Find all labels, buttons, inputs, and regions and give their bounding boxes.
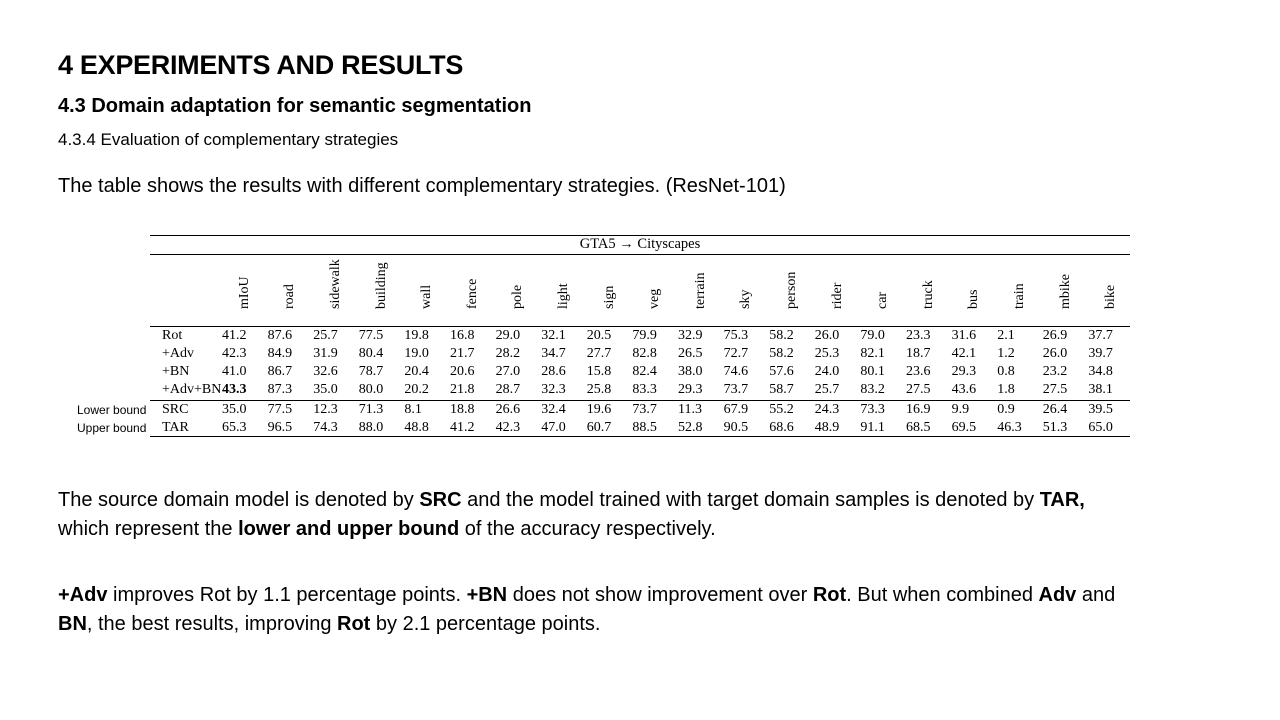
column-header-label: pole	[510, 284, 526, 309]
table-cell: 91.1	[860, 420, 885, 435]
table-cell: 73.7	[723, 382, 749, 397]
table-cell: 28.2	[495, 346, 521, 361]
table-cell: 88.0	[358, 420, 384, 435]
table-cell: 19.0	[404, 346, 429, 361]
column-header	[1043, 257, 1089, 327]
table-cell: 47.0	[541, 420, 566, 435]
table-cell: 39.5	[1088, 402, 1113, 417]
table-cell: 28.6	[541, 364, 566, 379]
table-cell: 41.2	[450, 420, 475, 435]
para2-text-2: does not show improvement over	[507, 584, 813, 606]
para1-text-3: which represent the	[58, 518, 239, 540]
table-cell: 16.8	[450, 328, 475, 343]
table-cell: 35.0	[313, 382, 338, 397]
table-cell: 11.3	[678, 402, 702, 417]
table-cell: 20.2	[404, 382, 429, 397]
table-cell: 51.3	[1042, 420, 1068, 435]
table-cell: 73.7	[632, 402, 657, 417]
table-cell: 23.2	[1042, 364, 1068, 379]
column-header	[906, 257, 952, 327]
table-cell: 71.3	[358, 402, 384, 417]
table-cell: 75.3	[723, 328, 749, 343]
table-cell: 32.1	[541, 328, 566, 343]
table-cell: 31.6	[951, 328, 977, 343]
para2-text-3: . But when combined	[846, 584, 1039, 606]
column-header	[632, 257, 678, 327]
table-cell: 20.4	[404, 364, 429, 379]
table-cell: 8.1	[404, 402, 422, 417]
row-label: TAR	[162, 420, 189, 435]
slide-subsubheading: 4.3.4 Evaluation of complementary strategies	[58, 130, 399, 149]
table-cell: 32.9	[678, 328, 703, 343]
table-cell: 29.3	[678, 382, 703, 397]
caption-rule	[150, 254, 1130, 255]
table-cell: 77.5	[267, 402, 293, 417]
table-cell: 80.1	[860, 364, 885, 379]
column-header	[587, 257, 633, 327]
table-cell: 68.5	[906, 420, 931, 435]
column-header-label: rider	[829, 282, 845, 309]
table-cell: 82.8	[632, 346, 657, 361]
para1-text-2: and the model trained with target domain samples is denoted by	[461, 489, 1040, 511]
intro-text: The table shows the results with different complementary strategies. (ResNet-101)	[58, 175, 786, 197]
table-cell: 82.1	[860, 346, 885, 361]
table-cell: 29.0	[495, 328, 521, 343]
table-cell: 83.2	[860, 382, 885, 397]
table-cell: 12.3	[313, 402, 338, 417]
table-cell: 26.6	[495, 402, 521, 417]
table-cell: 48.9	[814, 420, 840, 435]
table-cell: 25.8	[586, 382, 612, 397]
column-header	[496, 257, 542, 327]
bound-label: Lower bound	[77, 403, 147, 417]
column-header-label: truck	[920, 280, 936, 309]
table-cell: 28.7	[495, 382, 521, 397]
table-cell: 21.8	[450, 382, 475, 397]
table-cell: 2.1	[997, 328, 1015, 343]
table-cell: 80.4	[358, 346, 384, 361]
column-header	[268, 257, 314, 327]
table-cell: 31.9	[313, 346, 338, 361]
para2-bn: +BN	[466, 584, 508, 606]
table-cell: 21.7	[450, 346, 475, 361]
column-header	[450, 257, 496, 327]
table-cell: 52.8	[678, 420, 703, 435]
row-label: SRC	[162, 402, 189, 417]
table-cell: 25.7	[814, 382, 840, 397]
table-cell: 87.6	[267, 328, 293, 343]
column-header-label: bus	[966, 289, 982, 309]
column-header	[952, 257, 998, 327]
column-header	[724, 257, 770, 327]
table-cell: 32.4	[541, 402, 566, 417]
table-cell: 43.3	[222, 382, 247, 397]
column-header-label: building	[373, 262, 389, 309]
table-cell: 42.3	[222, 346, 247, 361]
column-header	[860, 257, 906, 327]
table-cell: 74.3	[313, 420, 338, 435]
column-header-label: bike	[1103, 284, 1119, 309]
table-cell: 38.1	[1088, 382, 1113, 397]
column-header	[313, 257, 359, 327]
table-cell: 35.0	[222, 402, 247, 417]
para2-adv-2: Adv	[1038, 584, 1077, 606]
row-label: +BN	[162, 364, 190, 379]
table-cell: 39.7	[1088, 346, 1113, 361]
table-cell: 15.8	[586, 364, 612, 379]
para1-text-1: The source domain model is denoted by	[58, 489, 420, 511]
table-cell: 58.2	[769, 346, 794, 361]
column-header-label: fence	[464, 278, 480, 309]
table-cell: 27.5	[1042, 382, 1068, 397]
row-label: +Adv+BN	[162, 382, 222, 397]
table-cell: 0.9	[997, 402, 1015, 417]
row-label: +Adv	[162, 346, 195, 361]
table-cell: 32.3	[541, 382, 566, 397]
table-cell: 65.0	[1088, 420, 1113, 435]
table-cell: 23.6	[906, 364, 931, 379]
row-label: Rot	[162, 328, 183, 343]
table-cell: 69.5	[951, 420, 977, 435]
table-cell: 58.7	[769, 382, 794, 397]
table-cell: 0.8	[997, 364, 1015, 379]
para1-src: SRC	[419, 489, 462, 511]
para1-text-4: of the accuracy respectively.	[459, 518, 716, 540]
column-header	[1088, 257, 1134, 327]
column-header-label: mIoU	[236, 276, 252, 309]
table-cell: 34.7	[541, 346, 566, 361]
column-header-label: train	[1011, 283, 1027, 309]
para2-text-5: , the best results, improving	[86, 613, 337, 635]
table-cell: 78.7	[358, 364, 384, 379]
table-cell: 26.0	[1042, 346, 1068, 361]
table-cell: 83.3	[632, 382, 657, 397]
table-cell: 18.8	[450, 402, 475, 417]
table-cell: 84.9	[267, 346, 293, 361]
table-cell: 20.6	[450, 364, 475, 379]
column-header	[541, 257, 587, 327]
table-cell: 80.0	[358, 382, 384, 397]
table-cell: 42.1	[951, 346, 977, 361]
table-cell: 25.7	[313, 328, 338, 343]
table-cell: 72.7	[723, 346, 749, 361]
column-header-label: sign	[601, 285, 617, 309]
table-cell: 79.9	[632, 328, 657, 343]
table-cell: 43.6	[951, 382, 977, 397]
paragraph-findings	[58, 581, 1228, 639]
table-cell: 88.5	[632, 420, 657, 435]
table-cell: 26.4	[1042, 402, 1068, 417]
table-cell: 20.5	[586, 328, 612, 343]
table-cell: 27.0	[495, 364, 521, 379]
table-cell: 57.6	[769, 364, 794, 379]
table-cell: 38.0	[678, 364, 703, 379]
column-header-label: terrain	[692, 272, 708, 309]
column-header-label: person	[783, 271, 799, 309]
table-cell: 32.6	[313, 364, 338, 379]
table-cell: 58.2	[769, 328, 794, 343]
para2-text-1: improves Rot by 1.1 percentage points.	[107, 584, 467, 606]
table-cell: 86.7	[267, 364, 293, 379]
table-cell: 74.6	[723, 364, 749, 379]
table-cell: 55.2	[769, 402, 794, 417]
table-cell: 27.5	[906, 382, 931, 397]
column-header	[678, 257, 724, 327]
table-cell: 19.8	[404, 328, 429, 343]
table-cell: 41.2	[222, 328, 247, 343]
column-header-label: sidewalk	[327, 259, 343, 309]
para1-tar: TAR,	[1039, 489, 1085, 511]
table-cell: 77.5	[358, 328, 384, 343]
table-cell: 34.8	[1088, 364, 1113, 379]
para2-text-6: by 2.1 percentage points.	[370, 613, 601, 635]
table-cell: 26.5	[678, 346, 703, 361]
para2-rot-2: Rot	[337, 613, 371, 635]
paragraph-bounds	[58, 486, 1228, 544]
table-cell: 41.0	[222, 364, 247, 379]
table-cell: 26.0	[814, 328, 840, 343]
slide-heading: 4 EXPERIMENTS AND RESULTS	[58, 50, 464, 80]
table-cell: 9.9	[951, 402, 970, 417]
table-cell: 42.3	[495, 420, 521, 435]
table-cell: 82.4	[632, 364, 657, 379]
column-header-label: mbike	[1057, 274, 1073, 309]
table-cell: 23.3	[906, 328, 931, 343]
table-cell: 18.7	[906, 346, 931, 361]
table-cell: 27.7	[586, 346, 612, 361]
column-header	[997, 257, 1043, 327]
table-cell: 1.8	[997, 382, 1015, 397]
para2-text-4: and	[1076, 584, 1116, 606]
column-header-label: sky	[738, 289, 754, 309]
column-header	[815, 257, 861, 327]
table-cell: 90.5	[723, 420, 749, 435]
column-header	[222, 257, 268, 327]
table-cell: 68.6	[769, 420, 794, 435]
table-cell: 60.7	[586, 420, 612, 435]
para1-bound: lower and upper bound	[238, 518, 460, 540]
table-cell: 48.8	[404, 420, 429, 435]
table-cell: 1.2	[997, 346, 1015, 361]
table-cell: 37.7	[1088, 328, 1113, 343]
column-header-label: car	[875, 291, 891, 309]
para2-rot: Rot	[812, 584, 847, 606]
column-header	[359, 257, 405, 327]
column-header-label: light	[555, 283, 571, 309]
table-cell: 73.3	[860, 402, 885, 417]
bound-label: Upper bound	[77, 421, 147, 435]
para2-adv: +Adv	[58, 584, 108, 606]
table-cell: 79.0	[860, 328, 885, 343]
column-header-label: road	[282, 284, 298, 309]
table-cell: 25.3	[814, 346, 840, 361]
column-header	[404, 257, 450, 327]
table-caption: GTA5 → Cityscapes	[579, 236, 701, 252]
table-cell: 65.3	[222, 420, 247, 435]
column-header	[769, 257, 815, 327]
table-cell: 26.9	[1042, 328, 1068, 343]
column-header-label: wall	[419, 284, 435, 309]
table-cell: 67.9	[723, 402, 749, 417]
table-cell: 24.0	[814, 364, 840, 379]
table-cell: 29.3	[951, 364, 977, 379]
table-cell: 24.3	[814, 402, 840, 417]
table-cell: 96.5	[267, 420, 293, 435]
para2-bn-2: BN	[58, 613, 87, 635]
slide-subheading: 4.3 Domain adaptation for semantic segmentation	[58, 95, 532, 117]
table-cell: 46.3	[997, 420, 1022, 435]
column-header-label: veg	[647, 288, 663, 309]
table-cell: 19.6	[586, 402, 612, 417]
table-cell: 16.9	[906, 402, 931, 417]
table-cell: 87.3	[267, 382, 293, 397]
